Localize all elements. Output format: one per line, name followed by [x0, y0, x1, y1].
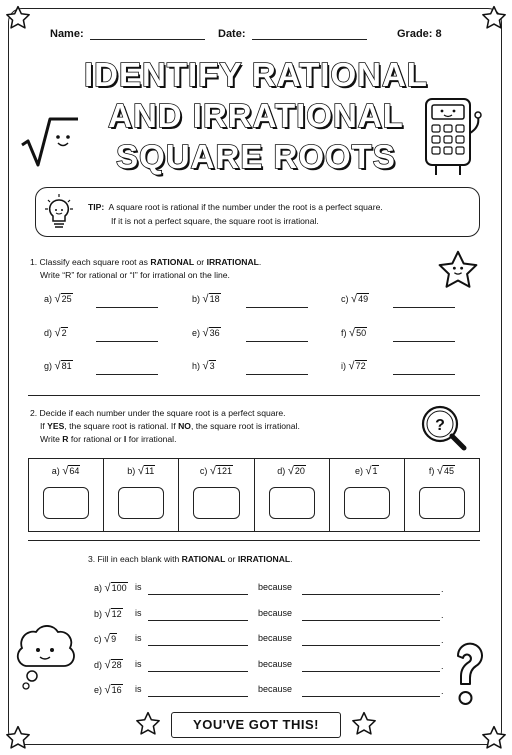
is-label: is — [135, 633, 142, 643]
table-cell — [29, 459, 104, 531]
because-label: because — [258, 582, 293, 592]
answer-blank[interactable] — [96, 307, 158, 308]
is-label: is — [135, 582, 142, 592]
date-field[interactable] — [218, 28, 367, 40]
answer-box[interactable] — [43, 487, 89, 519]
table-cell — [330, 459, 405, 531]
answer-blank[interactable] — [246, 341, 308, 342]
section1-item: h) √3 — [192, 360, 215, 372]
answer-blank[interactable] — [148, 620, 248, 621]
reason-blank[interactable] — [302, 671, 440, 672]
cell-label: e) √1 — [354, 465, 378, 477]
tip-label: TIP: — [88, 202, 105, 212]
is-label: is — [135, 684, 142, 694]
tip-line-1: A square root is rational if the number under the root is a perfect square. — [108, 202, 383, 212]
tip-line-2: If it is not a perfect square, the square root is irrational. — [111, 216, 319, 226]
section1-item: e) √36 — [192, 327, 220, 339]
period: . — [441, 584, 444, 594]
title-line-3: SQUARE ROOTS — [116, 138, 396, 175]
answer-box[interactable] — [419, 487, 465, 519]
section1-item: c) √49 — [341, 293, 369, 305]
magnifier-question-icon — [418, 402, 470, 452]
section1-instructions: 1. Classify each square root as RATIONAL or IRRATIONAL. Write “R” for rational or “I” for irrational on the line. — [30, 257, 262, 280]
is-label: is — [135, 658, 142, 669]
calculator-icon — [418, 95, 488, 180]
is-label: is — [135, 607, 142, 618]
table-cell — [255, 459, 330, 531]
section1-line-2: Write “R” for rational or “I” for irrational on the line. — [40, 270, 230, 280]
table-cell — [179, 459, 254, 531]
because-label: because — [258, 658, 293, 669]
sqrt-character-icon — [20, 115, 80, 170]
svg-text:?: ? — [435, 417, 445, 434]
answer-blank[interactable] — [393, 307, 455, 308]
star-icon — [5, 725, 31, 751]
reason-blank[interactable] — [302, 594, 440, 595]
answer-blank[interactable] — [148, 671, 248, 672]
title-line-2: AND IRRATIONAL — [108, 97, 404, 134]
cell-label: a) √64 — [51, 465, 80, 477]
answer-blank[interactable] — [148, 645, 248, 646]
tip-text — [88, 200, 383, 228]
cell-label: b) √11 — [127, 465, 155, 477]
section2-instructions: 2. Decide if each number under the square root is a perfect square. If YES, the square root is rational. If NO, the square root is irrational. Write R for rational or I for irrational. — [30, 408, 300, 444]
table-cell — [104, 459, 179, 531]
cell-label: d) √20 — [277, 465, 305, 477]
period: . — [441, 609, 444, 620]
star-icon — [351, 711, 377, 737]
cell-label: c) √121 — [199, 465, 232, 477]
name-label: Name: — [50, 28, 84, 40]
answer-blank[interactable] — [96, 341, 158, 342]
answer-box[interactable] — [193, 487, 239, 519]
because-label: because — [258, 633, 293, 643]
section-divider — [28, 395, 480, 396]
section2-line-1: 2. Decide if each number under the square root is a perfect square. — [30, 408, 286, 418]
section1-item: i) √72 — [341, 360, 366, 372]
answer-box[interactable] — [269, 487, 315, 519]
name-field[interactable] — [50, 28, 205, 40]
star-icon — [436, 250, 480, 290]
section3-item: e) √16 — [94, 684, 122, 696]
star-icon — [481, 5, 507, 31]
reason-blank[interactable] — [302, 645, 440, 646]
lightbulb-icon — [44, 192, 74, 232]
section1-item: f) √50 — [341, 327, 367, 339]
cell-label: f) √45 — [428, 465, 454, 477]
table-cell — [405, 459, 479, 531]
title-line-1: IDENTIFY RATIONAL — [84, 56, 428, 93]
answer-box[interactable] — [118, 487, 164, 519]
question-mark-icon — [450, 638, 490, 710]
answer-box[interactable] — [344, 487, 390, 519]
grade-label: Grade: 8 — [397, 28, 442, 40]
period: . — [441, 660, 444, 671]
section1-item: b) √18 — [192, 293, 220, 305]
answer-blank[interactable] — [246, 307, 308, 308]
answer-blank[interactable] — [393, 341, 455, 342]
period: . — [441, 635, 444, 645]
star-icon — [481, 725, 507, 751]
section3-item: d) √28 — [94, 658, 122, 671]
section2-table — [28, 458, 480, 532]
answer-blank[interactable] — [393, 374, 455, 375]
period: . — [441, 686, 444, 696]
section-divider — [28, 540, 480, 541]
because-label: because — [258, 684, 293, 694]
section1-item: g) √81 — [44, 360, 72, 372]
answer-blank[interactable] — [96, 374, 158, 375]
reason-blank[interactable] — [302, 696, 440, 697]
date-label: Date: — [218, 28, 246, 40]
section3-item: b) √12 — [94, 607, 122, 620]
because-label: because — [258, 607, 293, 618]
section3-item: c) √9 — [94, 633, 117, 645]
section3-item: a) √100 — [94, 582, 127, 594]
answer-blank[interactable] — [148, 696, 248, 697]
section1-item: a) √25 — [44, 293, 72, 305]
section3-instructions: 3. Fill in each blank with RATIONAL or IRRATIONAL. — [88, 554, 293, 564]
answer-blank[interactable] — [148, 594, 248, 595]
reason-blank[interactable] — [302, 620, 440, 621]
star-icon — [5, 5, 31, 31]
star-icon — [135, 711, 161, 737]
answer-blank[interactable] — [246, 374, 308, 375]
thinking-cloud-icon — [12, 622, 78, 694]
section1-item: d) √2 — [44, 327, 67, 339]
footer-badge: YOU'VE GOT THIS! — [171, 712, 341, 738]
